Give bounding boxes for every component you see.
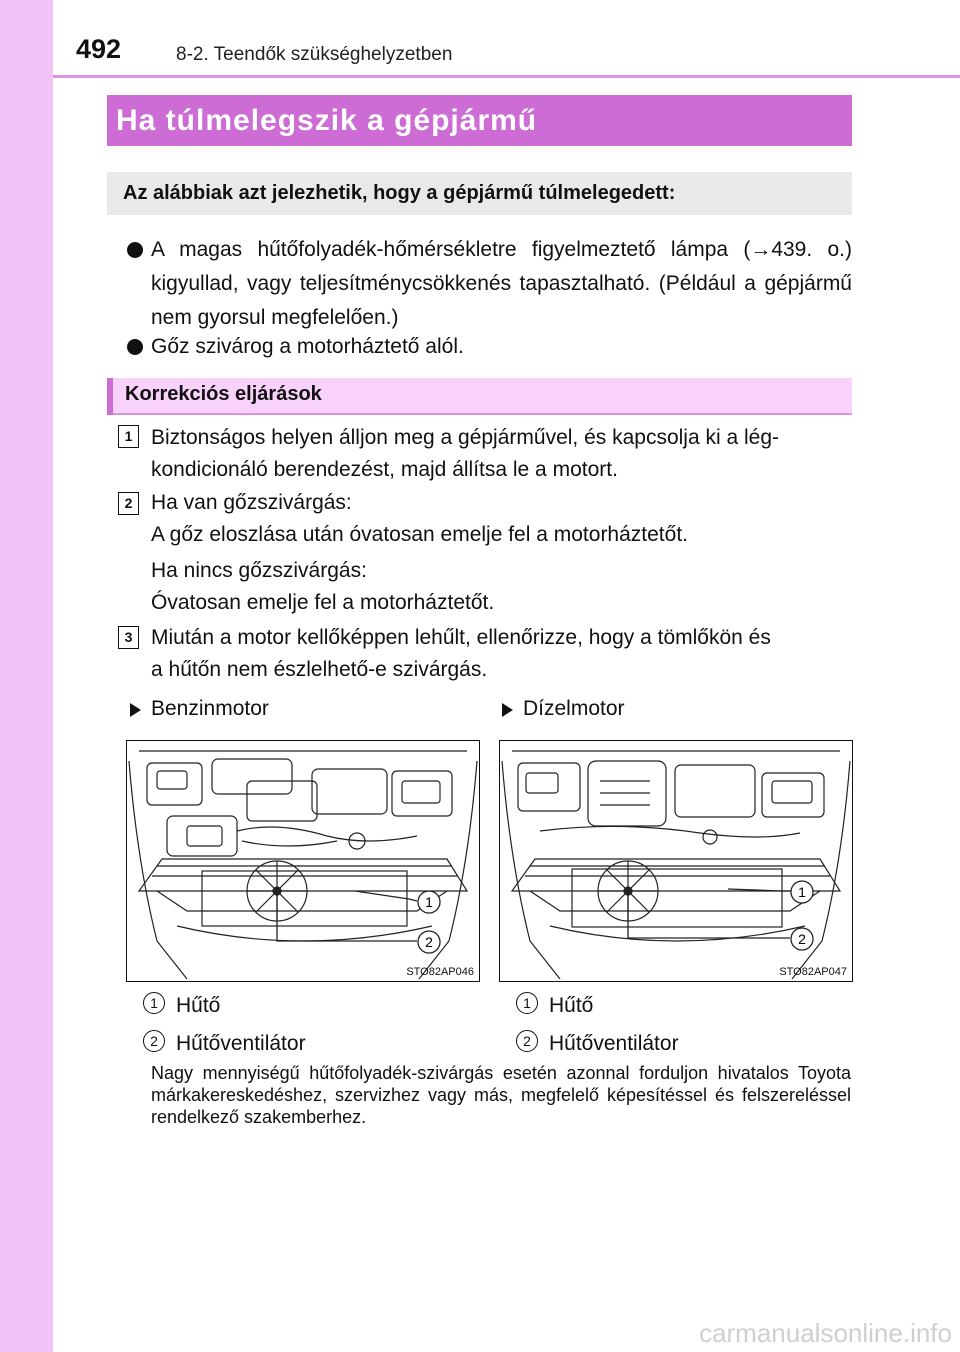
callout-2	[418, 931, 440, 953]
symptom-text: Gőz szivárog a motorháztető alól.	[151, 335, 464, 358]
heading-accent-bar	[107, 378, 113, 415]
engine-bay-drawing	[500, 741, 852, 981]
bullet-dot-icon	[127, 242, 143, 258]
section-title-bar	[107, 95, 852, 146]
symptom-item	[127, 330, 852, 364]
step-line: Ha nincs gőzszivárgás:	[151, 559, 367, 582]
symptom-item	[127, 233, 852, 335]
bullet-dot-icon	[127, 339, 143, 355]
correction-heading-box	[107, 378, 852, 415]
correction-heading: Korrekciós eljárások	[125, 383, 322, 405]
page-number: 492	[76, 34, 122, 64]
svg-text:2: 2	[798, 931, 806, 947]
section-title: Ha túlmelegszik a gépjármű	[116, 104, 538, 137]
symptom-text: A magas hűtőfolyadék-hőmérsékletre figyelmeztető lámpa (→439. o.) kigyullad, vagy teljesítménycsökkenés tapasztalható. (Például a gépjármű nem gyorsul megfelelően.)	[151, 238, 852, 329]
legend-number: 2	[143, 1030, 165, 1052]
step-text	[151, 422, 851, 486]
legend-number: 2	[516, 1030, 538, 1052]
legend-number: 1	[143, 992, 165, 1014]
step-line: Óvatosan emelje fel a motorháztetőt.	[151, 591, 495, 614]
symptoms-heading-box	[107, 172, 852, 215]
step-number: 1	[118, 425, 139, 448]
figure-label: Dízelmotor	[523, 697, 625, 720]
step-number: 2	[118, 492, 139, 515]
legend-text: Hűtőventilátor	[176, 1032, 306, 1055]
callout-2	[791, 928, 813, 950]
chapter-title: 8-2. Teendők szükséghelyzetben	[176, 44, 453, 65]
triangle-bullet-icon	[502, 703, 513, 717]
step-line: kondicionáló berendezést, majd állítsa le a motort.	[151, 458, 618, 481]
step-line: a hűtőn nem észlelhető-e szivárgás.	[151, 658, 488, 681]
engine-illustration-petrol	[126, 740, 480, 982]
callout-1	[791, 881, 813, 903]
callout-1	[418, 891, 440, 913]
engine-bay-drawing	[127, 741, 479, 981]
figure-code: STO82AP046	[406, 966, 474, 978]
legend-text: Hűtő	[549, 994, 594, 1017]
side-color-strip	[0, 0, 53, 1352]
step-text	[151, 487, 851, 551]
legend-text: Hűtő	[176, 994, 221, 1017]
step-text	[151, 622, 851, 686]
step-line: Ha van gőzszivárgás:	[151, 491, 352, 514]
legend-text: Hűtőventilátor	[549, 1032, 679, 1055]
svg-text:1: 1	[425, 894, 433, 910]
symptoms-heading: Az alábbiak azt jelezhetik, hogy a gépjármű túlmelegedett:	[123, 182, 676, 204]
svg-text:1: 1	[798, 884, 806, 900]
step-line: A gőz eloszlása után óvatosan emelje fel a motorháztetőt.	[151, 523, 688, 546]
figure-code: STO82AP047	[779, 966, 847, 978]
step-text	[151, 555, 851, 619]
engine-illustration-diesel	[499, 740, 853, 982]
step-line: Miután a motor kellőképpen lehűlt, ellenőrizze, hogy a tömlőkön és	[151, 626, 771, 649]
step-line: Biztonságos helyen álljon meg a gépjárművel, és kapcsolja ki a lég-	[151, 426, 780, 449]
legend-number: 1	[516, 992, 538, 1014]
svg-text:2: 2	[425, 934, 433, 950]
watermark: carmanualsonline.info	[699, 1318, 952, 1348]
note-paragraph: Nagy mennyiségű hűtőfolyadék-szivárgás esetén azonnal forduljon hivatalos Toyota márkakereskedéshez, szervizhez vagy más, megfelelő képesítéssel és felszereléssel rendelkező szakemberhez.	[151, 1063, 851, 1127]
triangle-bullet-icon	[130, 703, 141, 717]
header-rule	[53, 75, 960, 78]
figure-label: Benzinmotor	[151, 697, 269, 720]
step-number: 3	[118, 626, 139, 649]
